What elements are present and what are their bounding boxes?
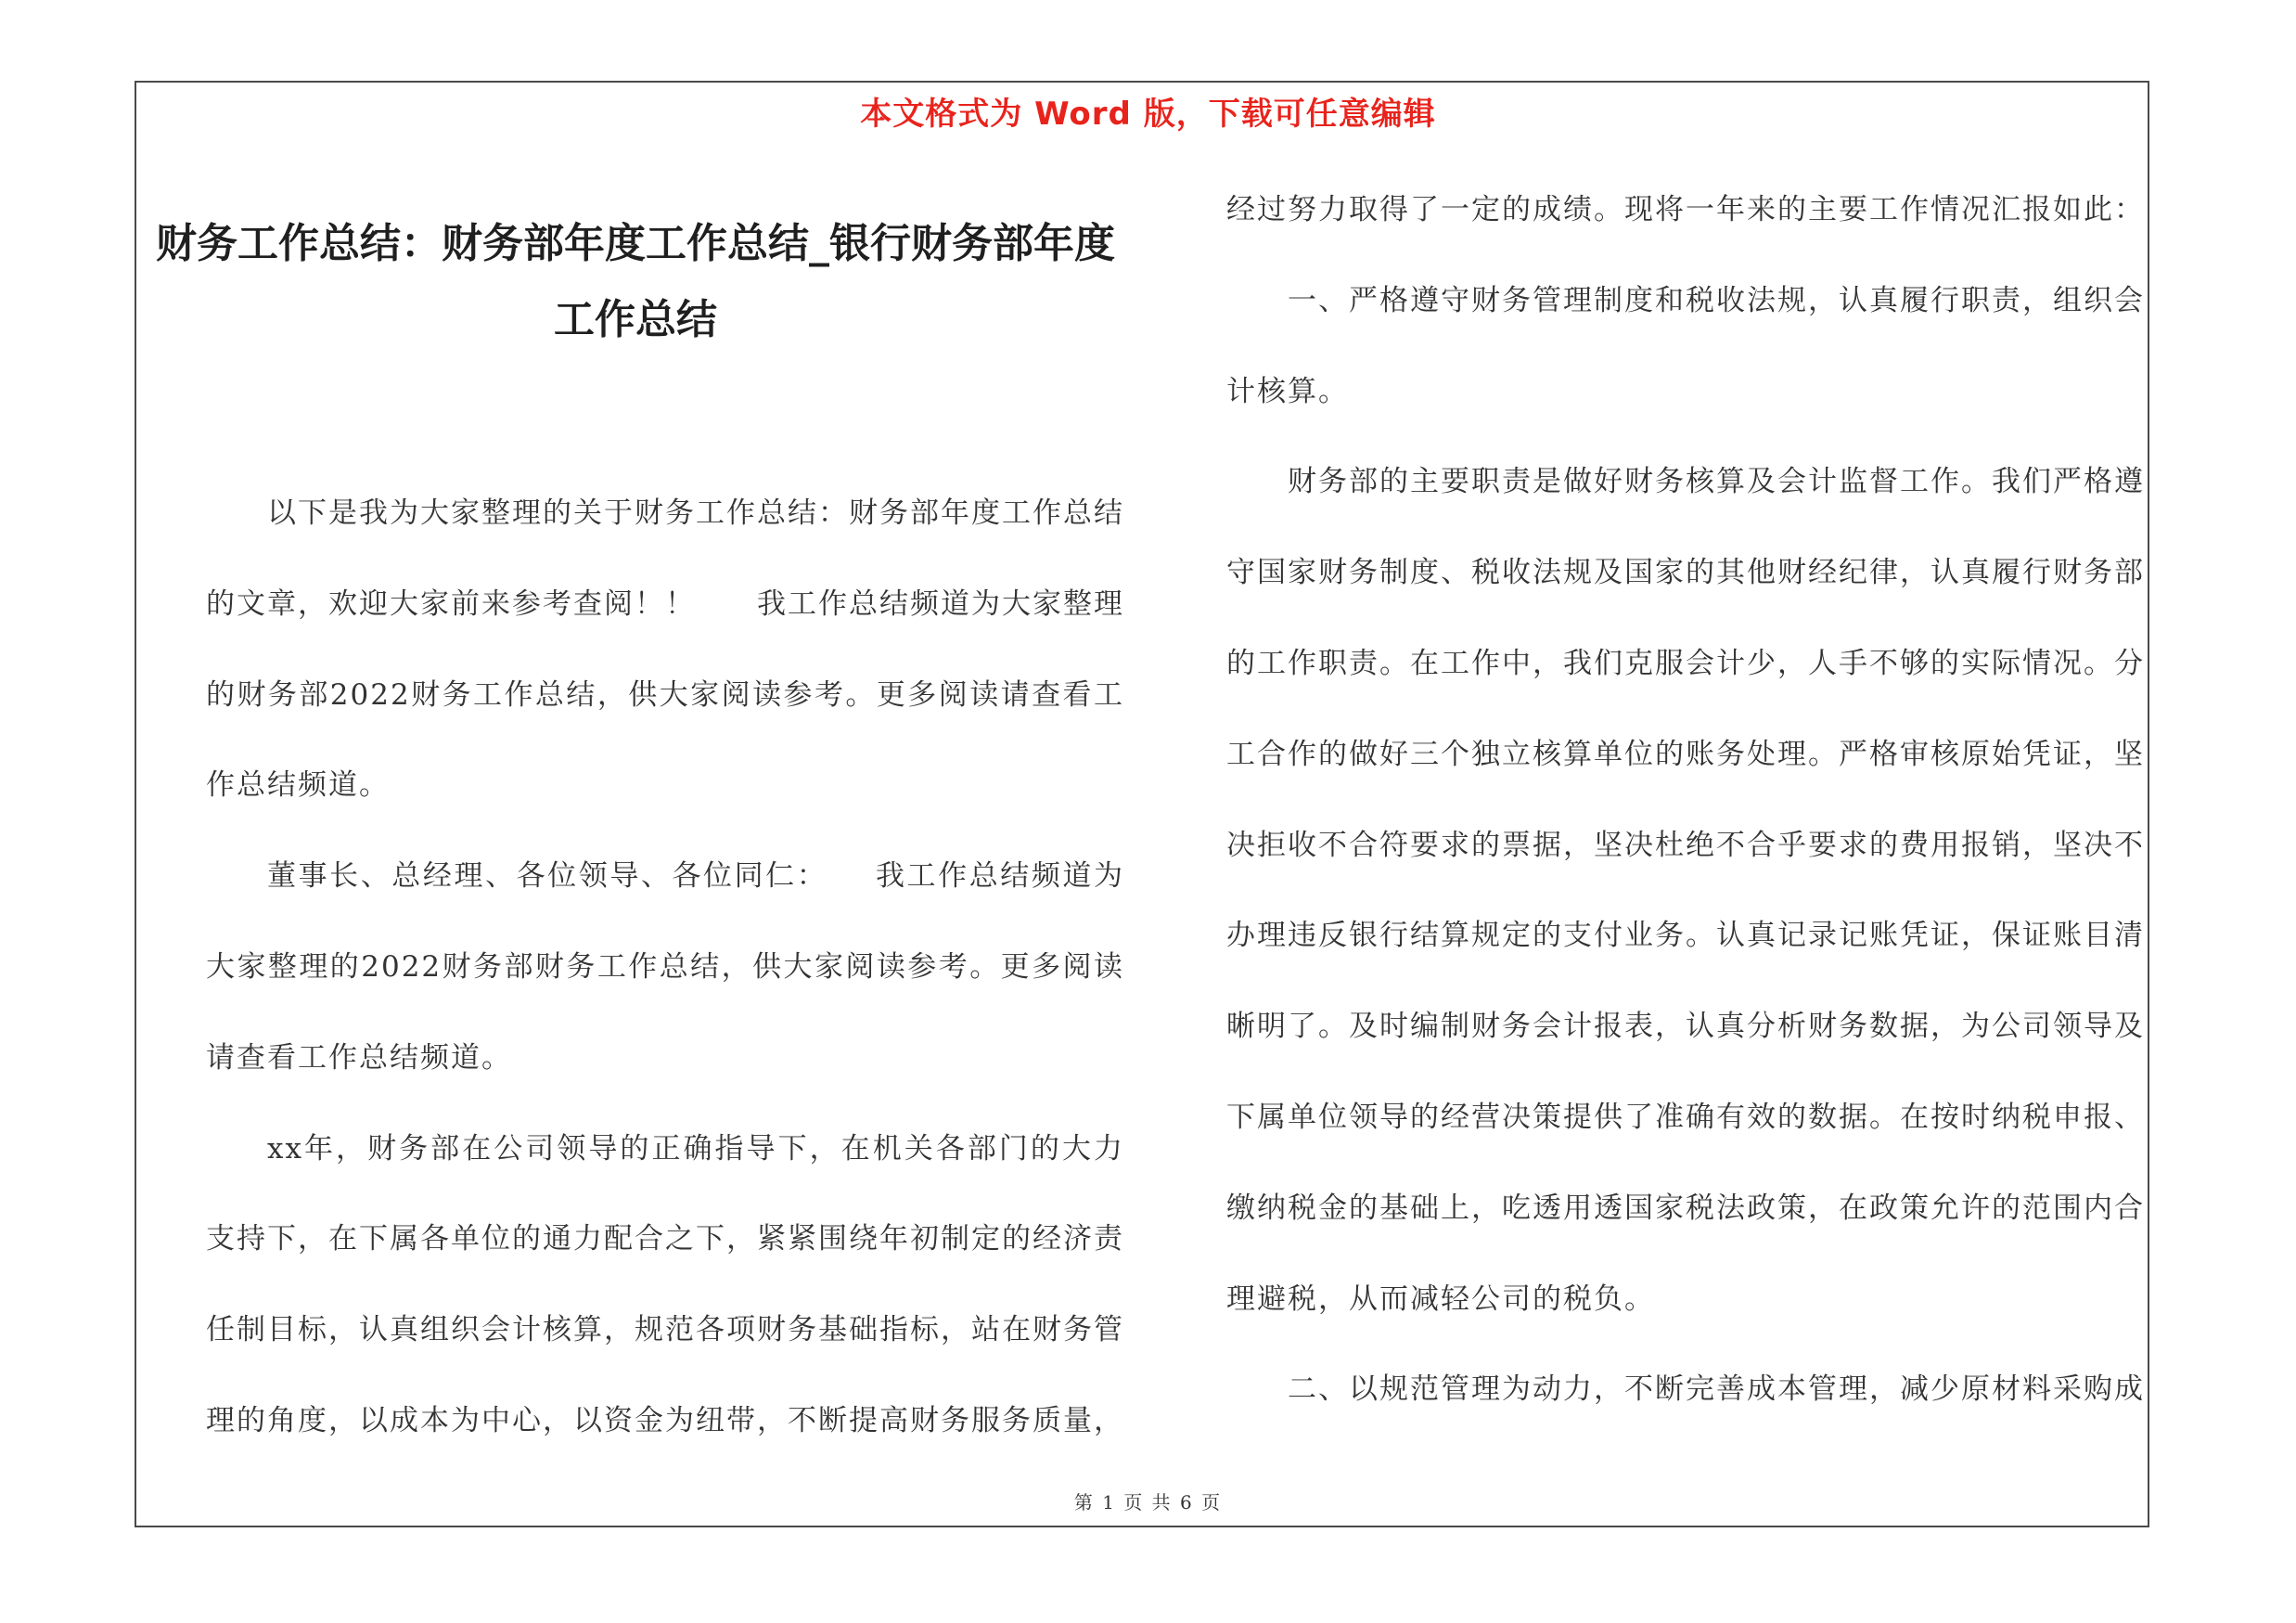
document-title: 财务工作总结：财务部年度工作总结_银行财务部年度工作总结 — [156, 220, 1115, 343]
page-number: 第 1 页 共 6 页 — [1073, 1491, 1223, 1514]
section-heading-1: 一、严格遵守财务管理制度和税收法规，认真履行职责，组织会计核算。 — [1226, 283, 2145, 408]
paragraph-overview: xx年，财务部在公司领导的正确指导下，在机关各部门的大力支持下，在下属各单位的通力配合之下，紧紧围绕年初制定的经济责任制目标，认真组织会计核算，规范各项财务基础指标，站在财务管理的角度，以成本为中心，以资金为纽带，不断提高财务服务质量， — [206, 1131, 1124, 1437]
right-column — [1226, 165, 2145, 1436]
paragraph-greeting: 董事长、总经理、各位领导、各位同仁： 我工作总结频道为大家整理的2022财务部财务工作总结，供大家阅读参考。更多阅读请查看工作总结频道。 — [206, 859, 1124, 1075]
paragraph-continuation: 经过努力取得了一定的成绩。现将一年来的主要工作情况汇报如此： — [1226, 193, 2145, 226]
paragraph-intro: 以下是我为大家整理的关于财务工作总结：财务部年度工作总结的文章，欢迎大家前来参考查阅！！ 我工作总结频道为大家整理的财务部2022财务工作总结，供大家阅读参考。更多阅读请查看工作总结频道。 — [206, 496, 1124, 803]
section-heading-2: 二、以规范管理为动力，不断完善成本管理，减少原材料采购成 — [1288, 1372, 2145, 1407]
left-column — [206, 469, 1124, 1467]
format-notice-banner: 本文格式为 Word 版，下载可任意编辑 — [860, 96, 1436, 133]
paragraph-duties: 财务部的主要职责是做好财务核算及会计监督工作。我们严格遵守国家财务制度、税收法规及国家的其他财经纪律，认真履行财务部的工作职责。在工作中，我们克服会计少，人手不够的实际情况。分工合作的做好三个独立核算单位的账务处理。严格审核原始凭证，坚决拒收不合符要求的票据，坚决杜绝不合乎要求的费用报销，坚决不办理违反银行结算规定的支付业务。认真记录记账凭证，保证账目清晰明了。及时编制财务会计报表，认真分析财务数据，为公司领导及下属单位领导的经营决策提供了准确有效的数据。在按时纳税申报、缴纳税金的基础上，吃透用透国家税法政策，在政策允许的范围内合理避税，从而减轻公司的税负。 — [1226, 465, 2145, 1316]
